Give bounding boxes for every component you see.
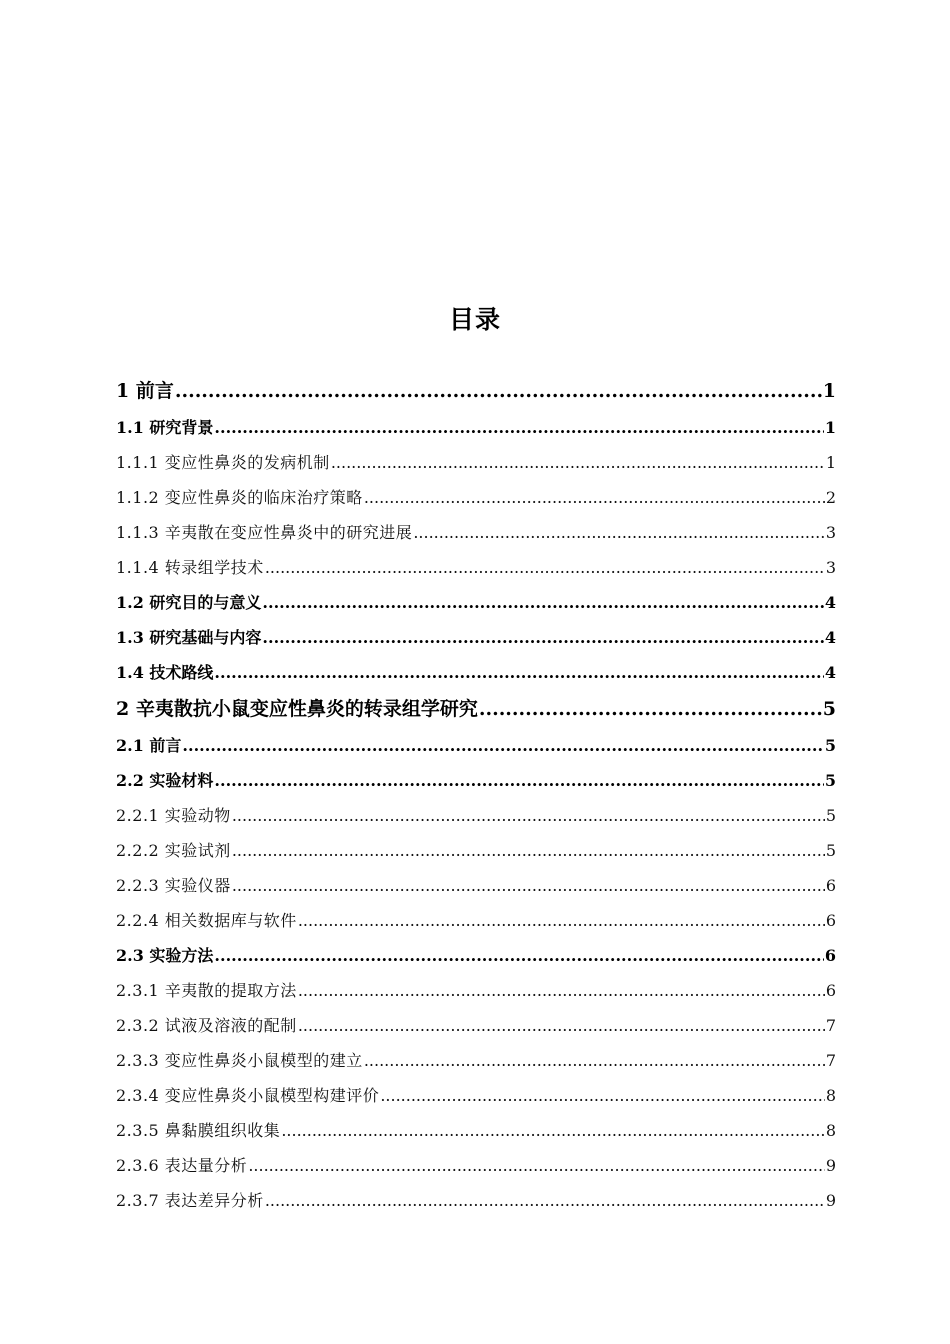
toc-entry-page-number: 3 [825, 523, 836, 542]
toc-entry[interactable] [116, 550, 836, 585]
toc-entry[interactable] [116, 480, 836, 515]
toc-entry-page-number: 4 [824, 628, 836, 647]
toc-dot-leader [175, 372, 822, 410]
toc-dot-leader [281, 1113, 825, 1148]
toc-dot-leader [262, 585, 823, 620]
toc-entry[interactable] [116, 938, 836, 973]
toc-entry[interactable] [116, 445, 836, 480]
toc-entry[interactable] [116, 798, 836, 833]
toc-dot-leader [232, 833, 825, 868]
toc-entry-label: 1.4 技术路线 [116, 663, 214, 682]
toc-entry[interactable] [116, 868, 836, 903]
toc-entry-label: 2.2.4 相关数据库与软件 [116, 911, 297, 930]
toc-dot-leader [364, 1043, 825, 1078]
toc-entry-page-number: 2 [825, 488, 836, 507]
toc-entry-page-number: 4 [824, 593, 836, 612]
toc-entry-page-number: 9 [825, 1156, 836, 1175]
toc-entry-page-number: 5 [822, 698, 836, 720]
toc-entry-label: 2.2.3 实验仪器 [116, 876, 231, 895]
toc-dot-leader [182, 728, 823, 763]
toc-entry[interactable] [116, 620, 836, 655]
toc-entry-label: 1.1.4 转录组学技术 [116, 558, 264, 577]
toc-entry-label: 2.2.1 实验动物 [116, 806, 231, 825]
toc-entry[interactable] [116, 833, 836, 868]
toc-entry-page-number: 6 [825, 911, 836, 930]
toc-entry-label: 2.3.4 变应性鼻炎小鼠模型构建评价 [116, 1086, 380, 1105]
toc-entry-label: 2.3.6 表达量分析 [116, 1156, 248, 1175]
toc-dot-leader [214, 763, 823, 798]
toc-entry[interactable] [116, 973, 836, 1008]
toc-entry[interactable] [116, 1008, 836, 1043]
toc-entry-label: 2.2.2 实验试剂 [116, 841, 231, 860]
toc-entry-page-number: 6 [825, 981, 836, 1000]
toc-entry[interactable] [116, 1043, 836, 1078]
table-of-contents [116, 372, 836, 1218]
toc-entry-label: 2.3.7 表达差异分析 [116, 1191, 264, 1210]
toc-entry-page-number: 8 [825, 1086, 836, 1105]
toc-entry-page-number: 7 [825, 1051, 836, 1070]
toc-entry-label: 2.3.5 鼻黏膜组织收集 [116, 1121, 281, 1140]
toc-dot-leader [298, 973, 825, 1008]
toc-entry[interactable] [116, 763, 836, 798]
toc-entry-label: 2.3.1 辛夷散的提取方法 [116, 981, 297, 1000]
toc-entry-label: 1.1.1 变应性鼻炎的发病机制 [116, 453, 330, 472]
toc-dot-leader [298, 1008, 825, 1043]
toc-dot-leader [232, 798, 825, 833]
toc-dot-leader [232, 868, 825, 903]
toc-entry[interactable] [116, 585, 836, 620]
toc-entry-page-number: 1 [825, 453, 836, 472]
toc-entry-label: 2.3.2 试液及溶液的配制 [116, 1016, 297, 1035]
toc-dot-leader [413, 515, 825, 550]
toc-dot-leader [214, 938, 823, 973]
toc-entry[interactable] [116, 515, 836, 550]
toc-entry[interactable] [116, 1113, 836, 1148]
toc-dot-leader [262, 620, 823, 655]
toc-entry-page-number: 3 [825, 558, 836, 577]
toc-entry-page-number: 6 [825, 876, 836, 895]
toc-dot-leader [479, 690, 822, 728]
toc-title: 目录 [448, 305, 501, 334]
toc-dot-leader [265, 1183, 825, 1218]
toc-entry-page-number: 8 [825, 1121, 836, 1140]
toc-entry-label: 2 辛夷散抗小鼠变应性鼻炎的转录组学研究 [116, 698, 478, 720]
toc-entry-page-number: 4 [824, 663, 836, 682]
toc-entry-page-number: 1 [822, 380, 836, 402]
toc-dot-leader [364, 480, 825, 515]
toc-entry-label: 1.3 研究基础与内容 [116, 628, 262, 647]
toc-entry[interactable] [116, 655, 836, 690]
toc-entry[interactable] [116, 728, 836, 763]
toc-entry[interactable] [116, 372, 836, 410]
toc-entry[interactable] [116, 1148, 836, 1183]
toc-entry-label: 2.3.3 变应性鼻炎小鼠模型的建立 [116, 1051, 363, 1070]
toc-entry-page-number: 5 [824, 736, 836, 755]
toc-entry-label: 1.1.3 辛夷散在变应性鼻炎中的研究进展 [116, 523, 413, 542]
toc-dot-leader [331, 445, 825, 480]
toc-dot-leader [298, 903, 825, 938]
toc-entry-page-number: 1 [824, 418, 836, 437]
toc-entry-page-number: 5 [825, 841, 836, 860]
toc-entry[interactable] [116, 410, 836, 445]
toc-entry-label: 1.1.2 变应性鼻炎的临床治疗策略 [116, 488, 363, 507]
toc-entry[interactable] [116, 903, 836, 938]
toc-entry-label: 2.2 实验材料 [116, 771, 214, 790]
toc-entry-page-number: 9 [825, 1191, 836, 1210]
toc-entry-page-number: 7 [825, 1016, 836, 1035]
toc-entry[interactable] [116, 690, 836, 728]
toc-entry-label: 1.1 研究背景 [116, 418, 214, 437]
toc-entry-page-number: 5 [824, 771, 836, 790]
toc-dot-leader [214, 410, 823, 445]
toc-entry-label: 2.1 前言 [116, 736, 182, 755]
toc-entry-page-number: 5 [825, 806, 836, 825]
toc-dot-leader [265, 550, 825, 585]
toc-entry[interactable] [116, 1078, 836, 1113]
toc-entry-label: 1 前言 [116, 380, 174, 402]
toc-entry-label: 1.2 研究目的与意义 [116, 593, 262, 612]
toc-dot-leader [248, 1148, 825, 1183]
toc-dot-leader [380, 1078, 825, 1113]
toc-entry-page-number: 6 [824, 946, 836, 965]
toc-entry-label: 2.3 实验方法 [116, 946, 214, 965]
toc-dot-leader [214, 655, 823, 690]
toc-entry[interactable] [116, 1183, 836, 1218]
